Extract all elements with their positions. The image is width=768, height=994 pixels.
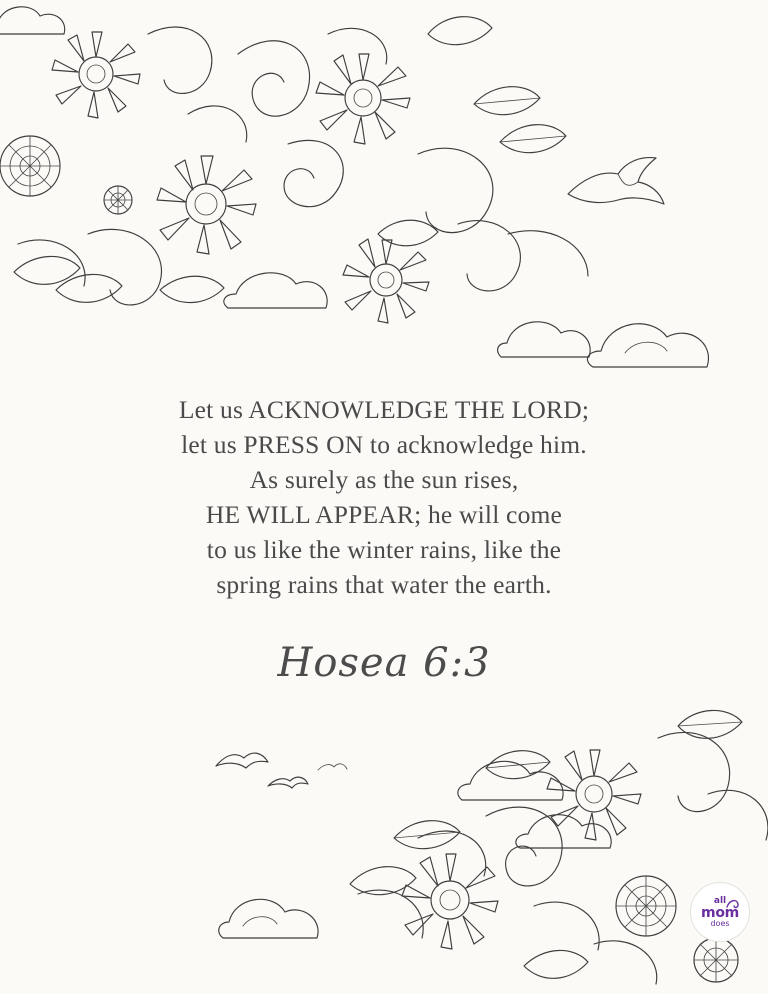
allmomdoes-logo[interactable] xyxy=(690,882,750,942)
verse-reference: Hosea 6:3 xyxy=(277,640,491,686)
right-clouds-art xyxy=(495,295,735,385)
bottom-floral-svg xyxy=(238,698,768,994)
swallow-bird-icon xyxy=(560,150,670,220)
verse-line-2: let us PRESS ON to acknowledge him. xyxy=(181,430,587,459)
logo-line-2: mom xyxy=(701,904,739,921)
top-floral-svg xyxy=(0,0,648,374)
birds-svg xyxy=(210,740,370,800)
clouds-svg xyxy=(495,295,735,385)
logo-line-3: does xyxy=(710,918,730,928)
verse-line-1: Let us ACKNOWLEDGE THE LORD; xyxy=(178,395,590,424)
bottom-floral-art xyxy=(238,698,768,994)
verse-line-6: spring rains that water the earth. xyxy=(216,570,552,599)
bird-svg xyxy=(560,150,670,220)
logo-line-1: all xyxy=(713,895,727,906)
swirl-icon xyxy=(726,897,740,911)
verse-text-block xyxy=(34,392,734,602)
verse-line-5: to us like the winter rains, like the xyxy=(206,535,562,564)
small-cloud-art xyxy=(215,880,335,950)
verse-line-3: As surely as the sun rises, xyxy=(249,465,519,494)
top-floral-art xyxy=(0,0,648,374)
verse-line-4: HE WILL APPEAR; he will come xyxy=(205,500,563,529)
flying-birds-art xyxy=(210,740,370,800)
small-cloud-svg xyxy=(215,880,335,950)
